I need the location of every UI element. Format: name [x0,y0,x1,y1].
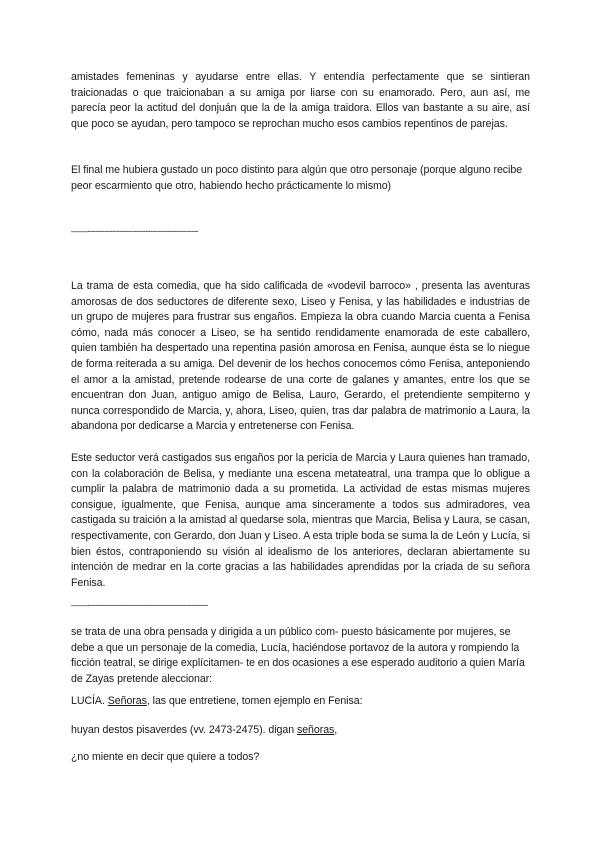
quote-speaker: LUCÍA. [71,695,105,707]
quote-underlined-senoras-2: señoras [296,724,335,736]
quote-underlined-senoras: Señoras [107,695,147,707]
paragraph-audience: se trata de una obra pensada y dirigida a un público com- puesto básicamente por mujeres, se debe a que un personaje de la comedia, Lucía, haciéndose portavoz de la autora y rompiendo la ficción teatral, se dirige explícitamen- te en dos ocasiones a ese esperado auditorio a quien María de Zayas pretende aleccionar: [71,626,525,685]
quote-line-2-end: , [334,724,338,736]
paragraph-seductor-punishment: Este seductor verá castigados sus engaños por la pericia de Marcia y Laura quienes han tramado, con la colaboración de Belisa, y mediante una escena metateatral, una trampa que lo obligue a cumplir la palabra de matrimonio dada a su prometida. La actividad de estas mismas mujeres consigue, igualmente, que Fenisa, aunque ama sinceramente a todos sus admiradores, vea castigada su traición a la amistad al quedarse sola, mientras que Marcia, Belisa y Laura, se casan, respectivamente, con Gerardo, don Juan y Liseo. A esta triple boda se suma la de León y Lucía, si bien éstos, contraponiendo su visión al idealismo de los anteriores, declaran abiertamente su intención de medrar en la corte gracias a las habilidades aprendidas por la criada de su señora Fenisa. [71,452,530,589]
quote-line-3: ¿no miente en decir que quiere a todos? [71,751,260,763]
paragraph-plot-summary: La trama de esta comedia, que ha sido calificada de «vodevil barroco» , presenta las aventuras amorosas de dos seductores de diferente sexo, Liseo y Fenisa, y las habilidades e industrias de un grupo de mujeres para frustrar sus engaños. Empieza la obra cuando Marcia cuenta a Fenisa cómo, nada más conocer a Liseo, se ha sentido rendidamente enamorada de este caballero, quien también ha despertado una repentina pasión amorosa en Fenisa, aunque ésta se lo niegue de forma reiterada a su amiga. Del devenir de los hechos conocemos cómo Fenisa, anteponiendo el amor a la amistad, pretende rodearse de una corte de galanes y amantes, entre los que se encuentran don Juan, antiguo amigo de Belisa, Lauro, Gerardo, el pretendiente sempiterno y nunca correspondido de Marcia, y, ahora, Liseo, quien, tras dar palabra de matrimonio a Laura, la abandona por dedicarse a Marcia y entretenerse con Fenisa. [71,280,530,433]
separator-line-2: ——-------------------------------------------------- [71,600,208,610]
quote-line-1 [71,694,531,710]
quote-line-2-text: huyan destos pisaverdes (vv. 2473-2475). digan [71,724,297,736]
quote-line-2 [71,723,531,739]
quote-line-1-rest: , las que entretiene, tomen ejemplo en Fenisa: [146,695,363,707]
separator-line-1: ——---------------------------------------------- [71,226,199,236]
paragraph-intro-continuation: amistades femeninas y ayudarse entre ellas. Y entendía perfectamente que se sintieran traicionadas o que traicionaban a su amiga por liarse con su enamorado. Pero, aun así, me parecía peor la actitud del donjuán que la de la amiga traidora. Ellos van bastante a su aire, así que poco se ayudan, pero tampoco se reprochan mucho esos cambios repentinos de parejas. [71,71,530,130]
paragraph-ending-opinion: El final me hubiera gustado un poco distinto para algún que otro personaje (porque alguno recibe peor escarmiento que otro, habiendo hecho prácticamente lo mismo) [71,164,523,192]
